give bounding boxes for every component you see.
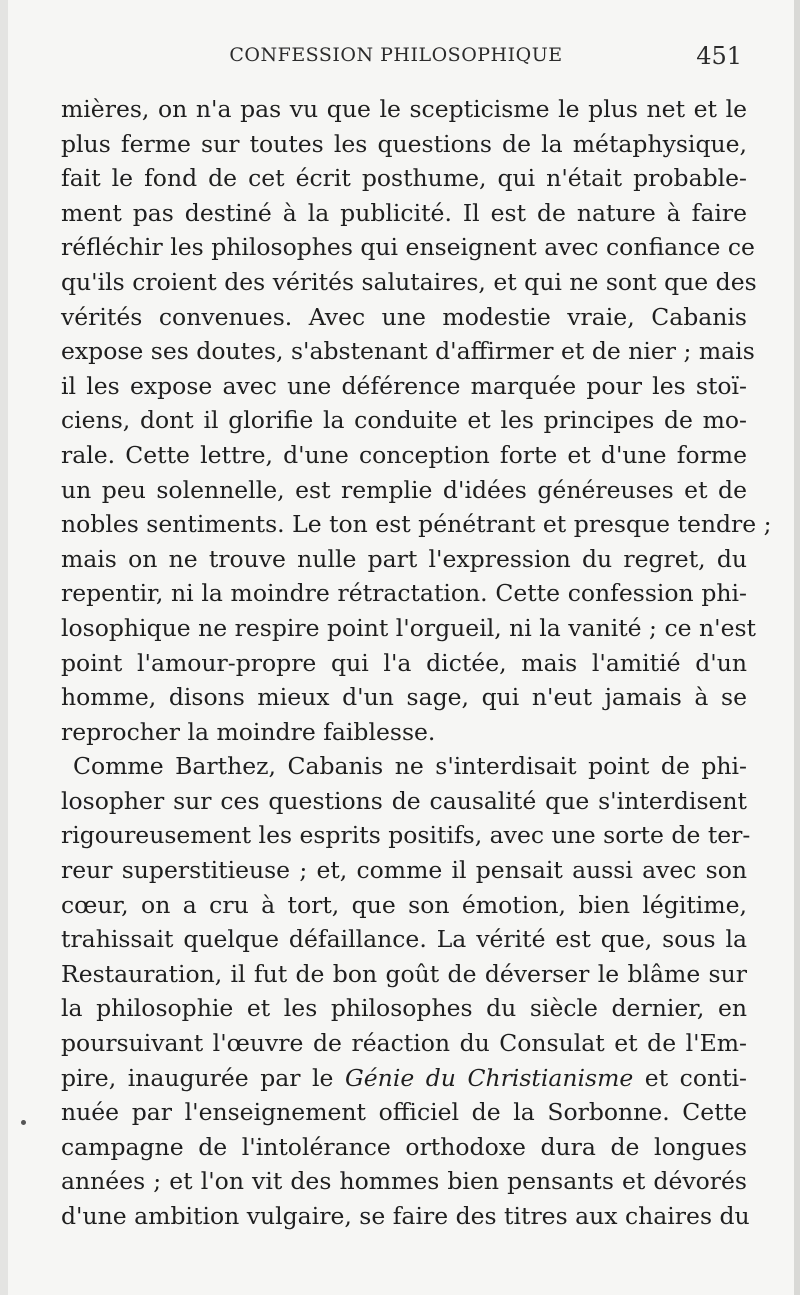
text-line: ciens, dont il glorifie la conduite et les principes de mo- (61, 406, 747, 435)
text-line: homme, disons mieux d'un sage, qui n'eut jamais à se (61, 683, 747, 712)
text-line: poursuivant l'œuvre de réaction du Consulat et de l'Em- (61, 1029, 747, 1058)
text-line: qu'ils croient des vérités salutaires, et qui ne sont que des (61, 267, 757, 296)
text-line: il les expose avec une déférence marquée pour les stoï- (61, 371, 747, 400)
paragraph-first-line: Comme Barthez, Cabanis ne s'interdisait point de phi- (73, 752, 747, 781)
line-prefix: pire, inaugurée par le (61, 1063, 345, 1092)
text-line: losophique ne respire point l'orgueil, ni la vanité ; ce n'est (61, 613, 756, 642)
text-line: mais on ne trouve nulle part l'expression du regret, du (61, 544, 747, 573)
text-line: losopher sur ces questions de causalité que s'interdisent (61, 786, 747, 815)
paragraph-end-line: reprocher la moindre faiblesse. (61, 717, 436, 746)
text-line: nobles sentiments. Le ton est pénétrant et presque tendre ; (61, 510, 772, 539)
text-line: la philosophie et les philosophes du siècle dernier, en (61, 994, 747, 1023)
page-number: 451 (696, 42, 742, 70)
text-line: rale. Cette lettre, d'une conception forte et d'une forme (61, 440, 747, 469)
text-line: ment pas destiné à la publicité. Il est de nature à faire (61, 198, 747, 227)
text-line: d'une ambition vulgaire, se faire des titres aux chaires du (61, 1202, 750, 1230)
text-line-with-title (61, 1061, 747, 1096)
running-head (50, 44, 742, 78)
text-line: Restauration, il fut de bon goût de déverser le blâme sur (61, 959, 747, 988)
text-line: plus ferme sur toutes les questions de la métaphysique, (61, 129, 747, 158)
running-title: CONFESSION PHILOSOPHIQUE (229, 44, 563, 66)
margin-speck (21, 1120, 26, 1125)
text-line: point l'amour-propre qui l'a dictée, mais l'amitié d'un (61, 648, 747, 677)
text-line: nuée par l'enseignement officiel de la Sorbonne. Cette (61, 1098, 747, 1127)
text-line: années ; et l'on vit des hommes bien pensants et dévorés (61, 1167, 747, 1196)
text-line: repentir, ni la moindre rétractation. Cette confession phi- (61, 579, 747, 608)
text-line: cœur, on a cru à tort, que son émotion, bien légitime, (61, 890, 747, 919)
text-line: fait le fond de cet écrit posthume, qui n'était probable- (61, 164, 747, 193)
text-line: trahissait quelque défaillance. La vérité est que, sous la (61, 925, 747, 954)
book-title-italic: Génie du Christianisme (345, 1063, 634, 1092)
text-line: réfléchir les philosophes qui enseignent avec confiance ce (61, 233, 755, 262)
text-line: rigoureusement les esprits positifs, avec une sorte de ter- (61, 821, 751, 850)
text-line: un peu solennelle, est remplie d'idées généreuses et de (61, 475, 747, 504)
text-line: reur superstitieuse ; et, comme il pensait aussi avec son (61, 856, 747, 885)
body-text (61, 92, 772, 1234)
text-line: mières, on n'a pas vu que le scepticisme le plus net et le (61, 95, 747, 123)
text-line: expose ses doutes, s'abstenant d'affirmer et de nier ; mais (61, 337, 755, 366)
line-suffix: et conti- (633, 1063, 748, 1092)
text-line: campagne de l'intolérance orthodoxe dura de longues (61, 1132, 747, 1161)
text-line: vérités convenues. Avec une modestie vraie, Cabanis (61, 302, 747, 331)
